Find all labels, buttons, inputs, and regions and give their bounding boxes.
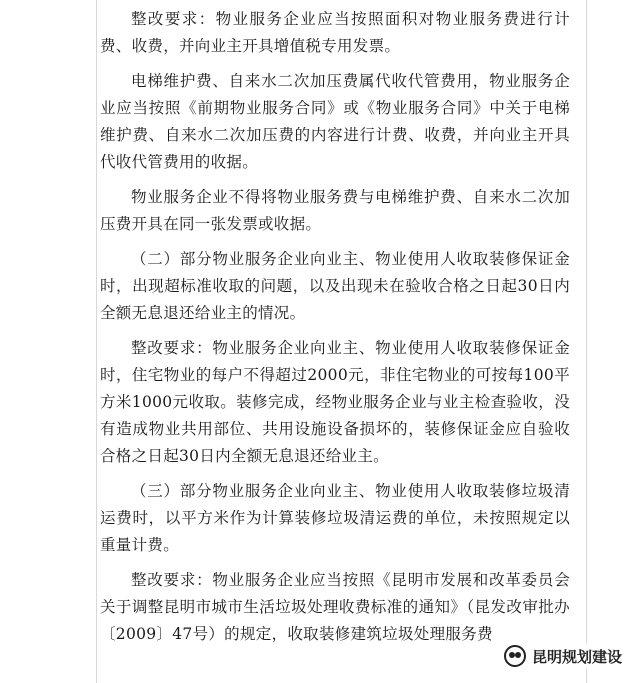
paragraph: 物业服务企业不得将物业服务费与电梯维护费、自来水二次加压费开具在同一张发票或收据。 xyxy=(100,188,570,233)
paragraph: 整改要求：物业服务企业应当按照面积对物业服务费进行计费、收费，并向业主开具增值税专用发票。 xyxy=(100,10,570,55)
watermark xyxy=(500,643,626,669)
paragraph: （二）部分物业服务企业向业主、物业使用人收取装修保证金时，出现超标准收取的问题，以及出现未在验收合格之日起30日内全额无息退还给业主的情况。 xyxy=(100,250,570,322)
paragraph: 整改要求：物业服务企业向业主、物业使用人收取装修保证金时，住宅物业的每户不得超过2000元，非住宅物业的可按每100平方米1000元收取。装修完成，经物业服务企业与业主检查验收，没有造成物业共用部位、共用设施设备损坏的，装修保证金应自验收合格之日起30日内全额无息退还给业主。 xyxy=(100,339,570,465)
document-body xyxy=(100,6,570,656)
paragraph: （三）部分物业服务企业向业主、物业使用人收取装修垃圾清运费时，以平方米作为计算装修垃圾清运费的单位，未按照规定以重量计费。 xyxy=(100,482,570,554)
paragraph: 整改要求：物业服务企业应当按照《昆明市发展和改革委员会关于调整昆明市城市生活垃圾处理收费标准的通知》（昆发改审批办〔2009〕47号）的规定，收取装修建筑垃圾处理服务费 xyxy=(100,571,570,643)
page-margin-left xyxy=(96,0,97,683)
page-margin-right xyxy=(586,0,587,683)
paragraph: 电梯维护费、自来水二次加压费属代收代管费用，物业服务企业应当按照《前期物业服务合同》或《物业服务合同》中关于电梯维护费、自来水二次加压费的内容进行计费、收费，并向业主开具代收代管费用的收据。 xyxy=(100,72,570,171)
watermark-text: 昆明规划建设 xyxy=(531,647,622,666)
wechat-icon xyxy=(504,645,526,667)
